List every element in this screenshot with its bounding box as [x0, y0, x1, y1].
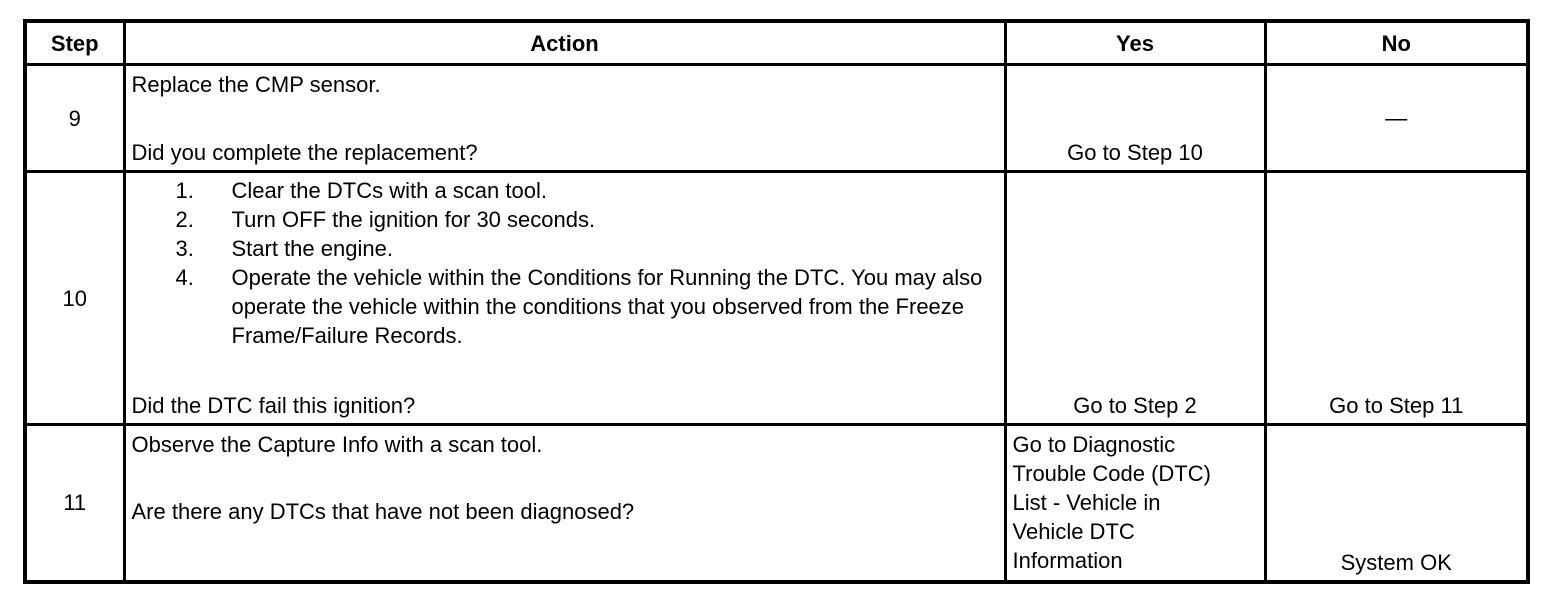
no-cell [1265, 425, 1528, 582]
yes-result-line: List - Vehicle in [1012, 490, 1161, 515]
yes-result-line: Go to Diagnostic [1012, 432, 1176, 457]
yes-result: Go to Step 2 [1073, 393, 1197, 418]
header-row [25, 21, 1528, 65]
yes-result-line: Vehicle DTC [1012, 519, 1135, 544]
yes-cell [1005, 172, 1265, 425]
action-instruction: Observe the Capture Info with a scan tool. [131, 432, 543, 457]
list-item-text: Operate the vehicle within the Conditions for Running the DTC. You may also operate the vehicle within the conditions that you observed from the Freeze Frame/Failure Records. [231, 265, 983, 348]
step-number: 9 [25, 65, 124, 172]
action-cell [124, 172, 1005, 425]
table-row-step-9 [25, 65, 1528, 172]
list-item [176, 205, 990, 234]
header-step: Step [25, 21, 124, 65]
yes-result [1013, 430, 1258, 575]
header-no: No [1265, 21, 1528, 65]
list-item-number: 1. [175, 178, 194, 203]
action-question: Did you complete the replacement? [131, 140, 478, 165]
list-item [176, 176, 990, 205]
yes-cell [1005, 425, 1265, 582]
yes-cell [1005, 65, 1265, 172]
yes-result-line: Information [1012, 548, 1123, 573]
list-item-text: Clear the DTCs with a scan tool. [231, 178, 547, 203]
action-cell [124, 65, 1005, 172]
step-number: 10 [25, 172, 124, 425]
header-action: Action [124, 21, 1005, 65]
action-cell [124, 425, 1005, 582]
action-question: Did the DTC fail this ignition? [131, 393, 416, 418]
list-item-text: Turn OFF the ignition for 30 seconds. [231, 207, 596, 232]
list-item [176, 263, 990, 350]
diagnostic-table [23, 19, 1530, 584]
table-row-step-10 [25, 172, 1528, 425]
no-result: — [1385, 105, 1408, 131]
yes-result-line: Trouble Code (DTC) [1012, 461, 1211, 486]
yes-result: Go to Step 10 [1067, 140, 1203, 165]
list-item-number: 2. [175, 207, 194, 232]
header-yes: Yes [1005, 21, 1265, 65]
no-result: System OK [1340, 549, 1452, 575]
action-question: Are there any DTCs that have not been diagnosed? [131, 499, 635, 524]
no-cell [1265, 172, 1528, 425]
list-item-number: 4. [175, 265, 194, 290]
table-row-step-11 [25, 425, 1528, 582]
no-cell [1265, 65, 1528, 172]
step-number: 11 [25, 425, 124, 582]
list-item-number: 3. [175, 236, 194, 261]
list-item-text: Start the engine. [231, 236, 393, 261]
action-instruction: Replace the CMP sensor. [131, 72, 381, 97]
action-steps-list [176, 176, 990, 350]
list-item [176, 234, 990, 263]
no-result: Go to Step 11 [1329, 393, 1464, 418]
